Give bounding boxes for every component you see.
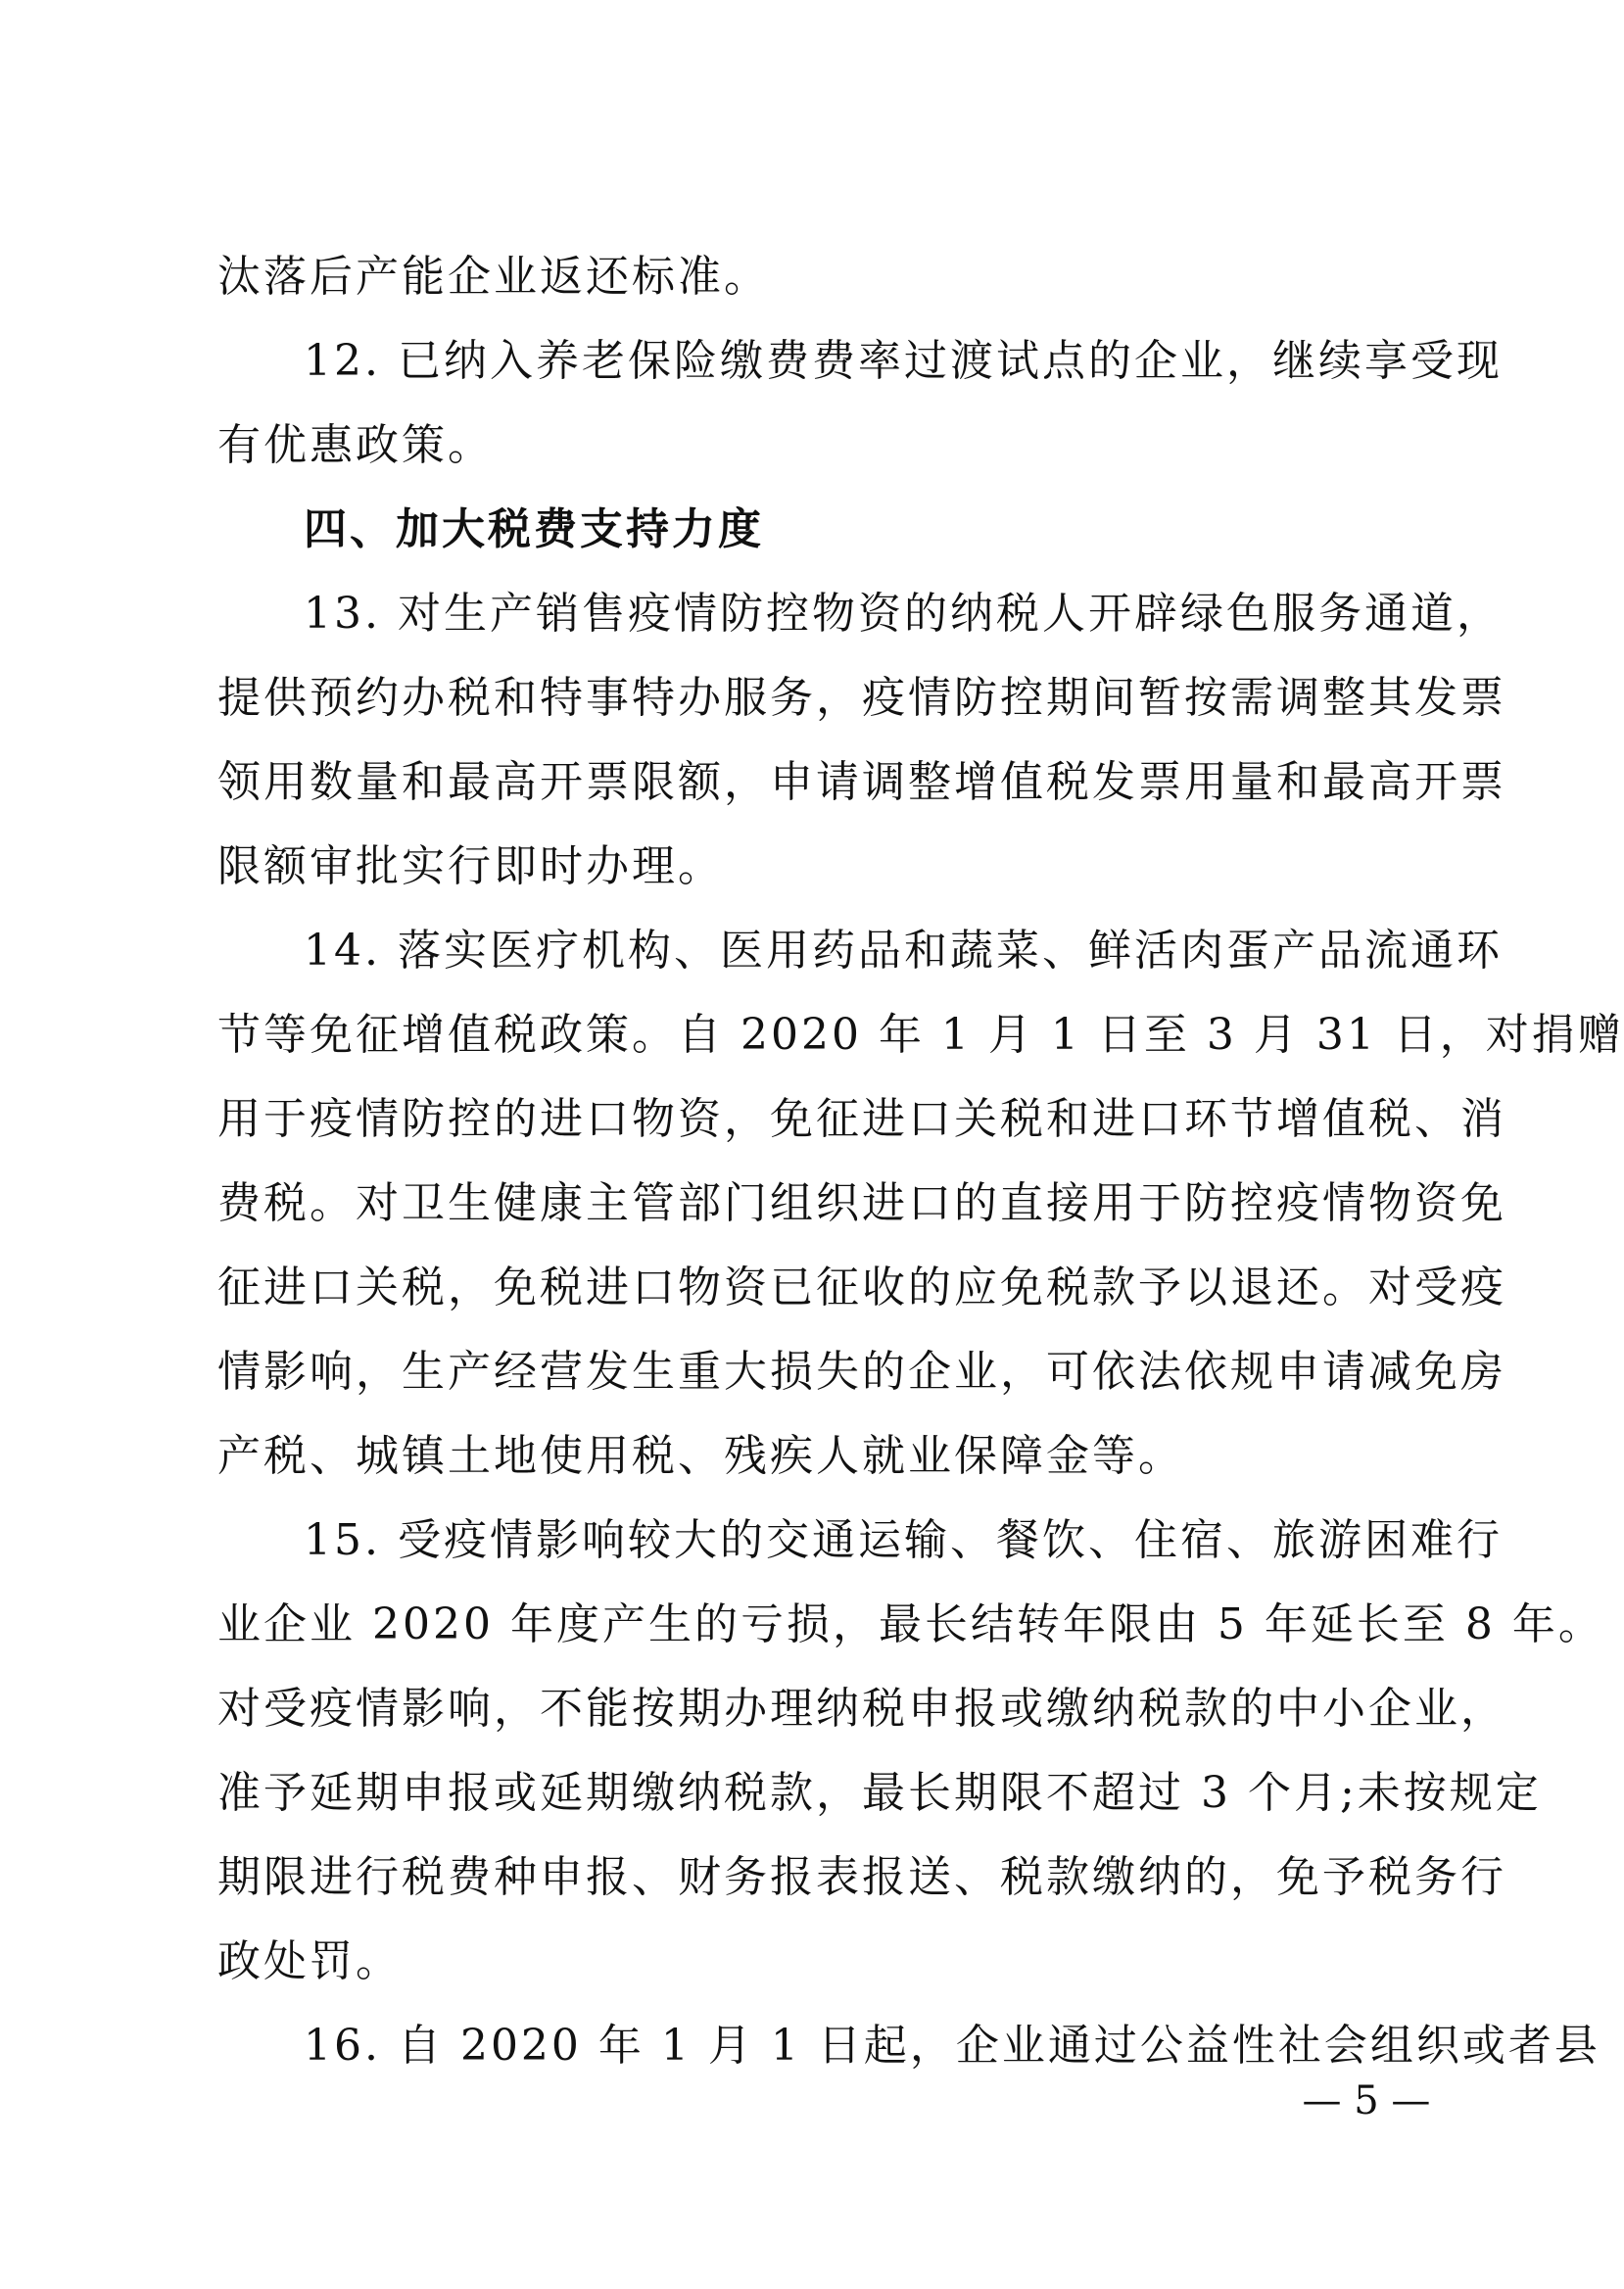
paragraph-14-line: 14. 落实医疗机构、医用药品和蔬菜、鲜活肉蛋产品流通环 <box>304 926 1503 976</box>
paragraph-15-line: 业企业 2020 年度产生的亏损，最长结转年限由 5 年延长至 8 年。 <box>217 1599 1604 1649</box>
paragraph-15-line: 15. 受疫情影响较大的交通运输、餐饮、住宿、旅游困难行 <box>304 1515 1503 1565</box>
document-body <box>217 235 1624 2088</box>
paragraph-16-line: 16. 自 2020 年 1 月 1 日起，企业通过公益性社会组织或者县 <box>304 2021 1600 2071</box>
paragraph-14-line: 节等免征增值税政策。自 2020 年 1 月 1 日至 3 月 31 日，对捐赠 <box>217 1010 1624 1060</box>
paragraph-14-line: 产税、城镇土地使用税、残疾人就业保障金等。 <box>217 1431 1184 1481</box>
paragraph-15-line: 政处罚。 <box>217 1936 402 1986</box>
paragraph-14-line: 费税。对卫生健康主管部门组织进口的直接用于防控疫情物资免 <box>217 1178 1506 1228</box>
paragraph-14-line: 征进口关税，免税进口物资已征收的应免税款予以退还。对受疫 <box>217 1263 1506 1312</box>
paragraph-13-line: 13. 对生产销售疫情防控物资的纳税人开辟绿色服务通道， <box>304 589 1503 639</box>
paragraph-13-line: 提供预约办税和特事特办服务，疫情防控期间暂按需调整其发票 <box>217 673 1506 723</box>
paragraph-12-line: 12. 已纳入养老保险缴费费率过渡试点的企业，继续享受现 <box>304 336 1503 386</box>
paragraph-14-line: 用于疫情防控的进口物资，免征进口关税和进口环节增值税、消 <box>217 1094 1506 1144</box>
paragraph-15-line: 期限进行税费种申报、财务报表报送、税款缴纳的，免予税务行 <box>217 1852 1506 1902</box>
page-number: — 5 — <box>1302 2078 1431 2123</box>
paragraph-12-line: 有优惠政策。 <box>217 420 494 470</box>
paragraph-15-line: 对受疫情影响，不能按期办理纳税申报或缴纳税款的中小企业， <box>217 1684 1506 1734</box>
paragraph-continuation-line: 汰落后产能企业返还标准。 <box>217 252 770 302</box>
paragraph-14-line: 情影响，生产经营发生重大损失的企业，可依法依规申请减免房 <box>217 1347 1506 1397</box>
paragraph-15-line: 准予延期申报或延期缴纳税款，最长期限不超过 3 个月;未按规定 <box>217 1768 1542 1818</box>
section-heading: 四、加大税费支持力度 <box>304 504 764 554</box>
paragraph-13-line: 领用数量和最高开票限额，申请调整增值税发票用量和最高开票 <box>217 757 1506 807</box>
paragraph-13-line: 限额审批实行即时办理。 <box>217 841 724 891</box>
